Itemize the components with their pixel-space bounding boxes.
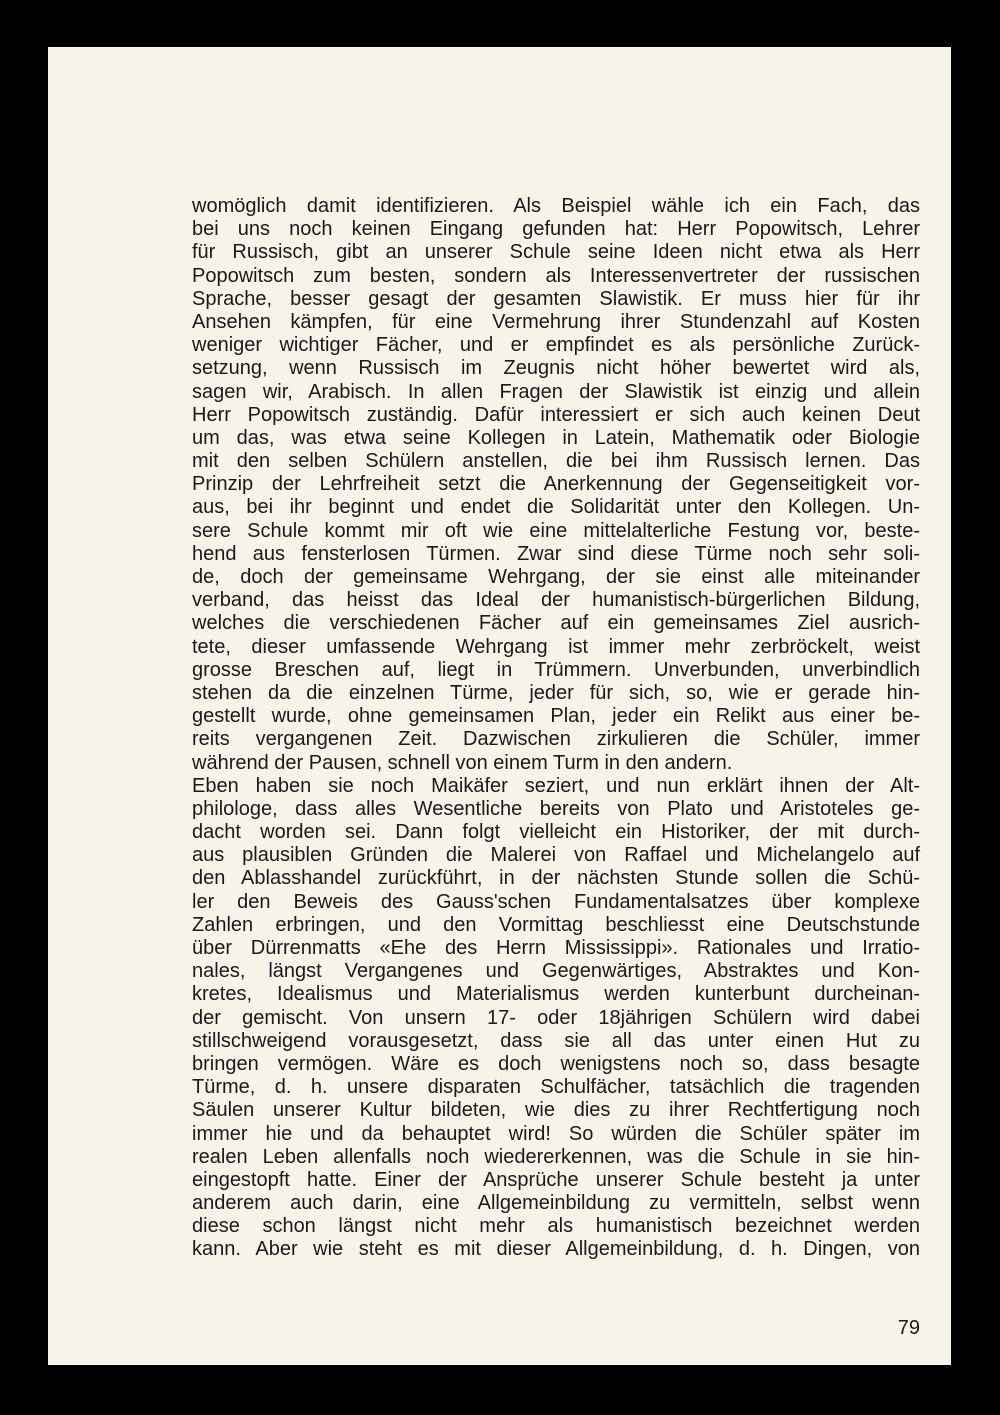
text-line: Herr Popowitsch zuständig. Dafür interessiert er sich auch keinen Deut bbox=[192, 403, 920, 426]
text-line: Sprache, besser gesagt der gesamten Slawistik. Er muss hier für ihr bbox=[192, 287, 920, 310]
text-line: setzung, wenn Russisch im Zeugnis nicht höher bewertet wird als, bbox=[192, 357, 920, 380]
text-line: um das, was etwa seine Kollegen in Latein, Mathematik oder Biologie bbox=[192, 426, 920, 449]
text-line: diese schon längst nicht mehr als humanistisch bezeichnet werden bbox=[192, 1215, 920, 1238]
text-line: den Ablasshandel zurückführt, in der nächsten Stunde sollen die Schü- bbox=[192, 867, 920, 890]
text-line: bei uns noch keinen Eingang gefunden hat: Herr Popowitsch, Lehrer bbox=[192, 218, 920, 241]
text-line: kretes, Idealismus und Materialismus werden kunterbunt durcheinan- bbox=[192, 983, 920, 1006]
text-line: hend aus fensterlosen Türmen. Zwar sind diese Türme noch sehr soli- bbox=[192, 542, 920, 565]
text-line: welches die verschiedenen Fächer auf ein gemeinsames Ziel ausrich- bbox=[192, 612, 920, 635]
text-line: tete, dieser umfassende Wehrgang ist immer mehr zerbröckelt, weist bbox=[192, 635, 920, 658]
text-line: immer hie und da behauptet wird! So würden die Schüler später im bbox=[192, 1122, 920, 1145]
text-line: über Dürrenmatts «Ehe des Herrn Mississippi». Rationales und Irratio- bbox=[192, 937, 920, 959]
text-line: realen Leben allenfalls noch wiedererkennen, was die Schule in sie hin- bbox=[192, 1145, 920, 1168]
text-line: stehen da die einzelnen Türme, jeder für sich, so, wie er gerade hin- bbox=[192, 681, 920, 704]
text-line: dacht worden sei. Dann folgt vielleicht ein Historiker, der mit durch- bbox=[192, 821, 920, 844]
text-line: bringen vermögen. Wäre es doch wenigstens noch so, dass besagte bbox=[192, 1052, 920, 1075]
text-line: reits vergangenen Zeit. Dazwischen zirkulieren die Schüler, immer bbox=[192, 728, 920, 751]
text-line: sere Schule kommt mir oft wie eine mittelalterliche Festung vor, beste- bbox=[192, 519, 920, 542]
text-line: kann. Aber wie steht es mit dieser Allgemeinbildung, d. h. Dingen, von bbox=[192, 1238, 920, 1261]
book-page bbox=[48, 47, 951, 1365]
text-line: womöglich damit identifizieren. Als Beispiel wähle ich ein Fach, das bbox=[192, 195, 920, 217]
text-line: Säulen unserer Kultur bildeten, wie dies zu ihrer Rechtfertigung noch bbox=[192, 1099, 920, 1122]
text-line: de, doch der gemeinsame Wehrgang, der sie einst alle miteinander bbox=[192, 566, 920, 588]
text-line: aus plausiblen Gründen die Malerei von Raffael und Michelangelo auf bbox=[192, 844, 920, 867]
text-line: mit den selben Schülern anstellen, die bei ihm Russisch lernen. Das bbox=[192, 450, 920, 473]
text-line: anderem auch darin, eine Allgemeinbildung zu vermitteln, selbst wenn bbox=[192, 1192, 920, 1215]
text-line: gestellt wurde, ohne gemeinsamen Plan, jeder ein Relikt aus einer be- bbox=[192, 705, 920, 728]
text-line: verband, das heisst das Ideal der humanistisch-bürgerlichen Bildung, bbox=[192, 589, 920, 612]
text-line: sagen wir, Arabisch. In allen Fragen der Slawistik ist einzig und allein bbox=[192, 380, 920, 403]
text-line: philologe, dass alles Wesentliche bereits von Plato und Aristoteles ge- bbox=[192, 797, 920, 820]
text-line: Türme, d. h. unsere disparaten Schulfächer, tatsächlich die tragenden bbox=[192, 1076, 920, 1099]
text-line: stillschweigend vorausgesetzt, dass sie all das unter einen Hut zu bbox=[192, 1029, 920, 1052]
text-line: ler den Beweis des Gauss'schen Fundamentalsatzes über komplexe bbox=[192, 890, 920, 913]
text-line: Popowitsch zum besten, sondern als Interessenvertreter der russischen bbox=[192, 264, 920, 287]
body-text bbox=[192, 195, 920, 1262]
text-line: grosse Breschen auf, liegt in Trümmern. Unverbunden, unverbindlich bbox=[192, 658, 920, 681]
text-line: Prinzip der Lehrfreiheit setzt die Anerkennung der Gegenseitigkeit vor- bbox=[192, 473, 920, 496]
text-line: Ansehen kämpfen, für eine Vermehrung ihrer Stundenzahl auf Kosten bbox=[192, 310, 920, 333]
text-line: Eben haben sie noch Maikäfer seziert, und nun erklärt ihnen der Alt- bbox=[192, 774, 920, 797]
text-line: der gemischt. Von unsern 17- oder 18jährigen Schülern wird dabei bbox=[192, 1006, 920, 1029]
text-line: während der Pausen, schnell von einem Turm in den andern. bbox=[192, 751, 733, 774]
text-line: weniger wichtiger Fächer, und er empfindet es als persönliche Zurück- bbox=[192, 334, 920, 357]
text-line: nales, längst Vergangenes und Gegenwärtiges, Abstraktes und Kon- bbox=[192, 960, 920, 983]
text-line: Zahlen erbringen, und den Vormittag beschliesst eine Deutschstunde bbox=[192, 913, 920, 936]
text-line: eingestopft hatte. Einer der Ansprüche unserer Schule besteht ja unter bbox=[192, 1168, 920, 1191]
text-line: für Russisch, gibt an unserer Schule seine Ideen nicht etwa als Herr bbox=[192, 241, 920, 264]
text-line: aus, bei ihr beginnt und endet die Solidarität unter den Kollegen. Un- bbox=[192, 496, 920, 519]
page-number: 79 bbox=[897, 1317, 920, 1339]
